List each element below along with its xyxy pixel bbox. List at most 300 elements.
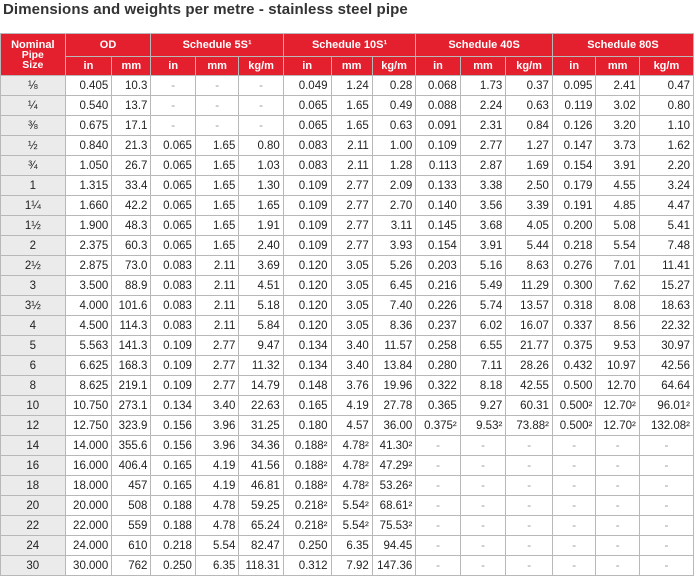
- table-cell: 1.65: [239, 196, 283, 216]
- table-cell: 559: [112, 516, 151, 536]
- table-cell: 73.88²: [506, 416, 553, 436]
- table-cell: 3.56: [460, 196, 506, 216]
- table-cell: 3.76: [331, 376, 372, 396]
- table-cell: -: [552, 536, 595, 556]
- table-cell: 1.65: [195, 216, 238, 236]
- table-cell: -: [416, 476, 460, 496]
- table-cell: -: [151, 96, 195, 116]
- table-cell: 0.84: [506, 116, 553, 136]
- table-cell: -: [639, 536, 693, 556]
- table-cell: 9.47: [239, 336, 283, 356]
- table-cell: 2.50: [506, 176, 553, 196]
- table-cell: -: [460, 496, 506, 516]
- cell-nominal-size: 22: [1, 516, 66, 536]
- table-cell: 42.55: [506, 376, 553, 396]
- table-cell: 3.68: [460, 216, 506, 236]
- table-cell: -: [596, 436, 639, 456]
- table-cell: 0.337: [552, 316, 595, 336]
- table-cell: 1.65: [195, 156, 238, 176]
- table-cell: 5.18: [239, 296, 283, 316]
- table-cell: 0.63: [372, 116, 415, 136]
- table-cell: 1.62: [639, 136, 693, 156]
- table-cell: 0.165: [151, 456, 195, 476]
- table-cell: -: [506, 456, 553, 476]
- table-cell: -: [239, 76, 283, 96]
- table-cell: 0.47: [639, 76, 693, 96]
- table-cell: 4.51: [239, 276, 283, 296]
- table-cell: -: [552, 436, 595, 456]
- table-cell: 1.050: [65, 156, 112, 176]
- table-cell: 0.258: [416, 336, 460, 356]
- table-cell: 0.109: [151, 336, 195, 356]
- table-cell: 33.4: [112, 176, 151, 196]
- table-cell: 0.065: [283, 96, 331, 116]
- table-cell: -: [195, 96, 238, 116]
- table-cell: 12.750: [65, 416, 112, 436]
- table-cell: 0.49: [372, 96, 415, 116]
- table-cell: -: [639, 516, 693, 536]
- cell-nominal-size: ¼: [1, 96, 66, 116]
- table-cell: 8.625: [65, 376, 112, 396]
- table-cell: 4.57: [331, 416, 372, 436]
- table-cell: 0.065: [151, 196, 195, 216]
- table-row: [1, 96, 694, 116]
- table-cell: 0.120: [283, 316, 331, 336]
- table-cell: 14.000: [65, 436, 112, 456]
- table-cell: 36.00: [372, 416, 415, 436]
- table-cell: 16.07: [506, 316, 553, 336]
- table-cell: 0.083: [151, 256, 195, 276]
- table-cell: 0.119: [552, 96, 595, 116]
- table-cell: 0.109: [416, 136, 460, 156]
- table-cell: 88.9: [112, 276, 151, 296]
- table-cell: 0.133: [416, 176, 460, 196]
- table-row: [1, 356, 694, 376]
- table-cell: 22.000: [65, 516, 112, 536]
- table-cell: 0.147: [552, 136, 595, 156]
- cell-nominal-size: 18: [1, 476, 66, 496]
- table-cell: -: [151, 116, 195, 136]
- table-cell: -: [596, 496, 639, 516]
- header-group-schedule-5s: Schedule 5S¹: [151, 34, 283, 57]
- table-cell: 1.00: [372, 136, 415, 156]
- cell-nominal-size: ¾: [1, 156, 66, 176]
- table-cell: 4.78²: [331, 456, 372, 476]
- table-cell: -: [506, 536, 553, 556]
- table-cell: 0.109: [283, 176, 331, 196]
- table-cell: 0.095: [552, 76, 595, 96]
- table-cell: 3.40: [331, 336, 372, 356]
- table-cell: 0.049: [283, 76, 331, 96]
- table-cell: -: [639, 496, 693, 516]
- table-cell: 2.11: [195, 256, 238, 276]
- table-cell: 168.3: [112, 356, 151, 376]
- cell-nominal-size: ½: [1, 136, 66, 156]
- table-cell: 2.40: [239, 236, 283, 256]
- table-cell: 3.96: [195, 436, 238, 456]
- table-cell: -: [552, 496, 595, 516]
- table-cell: 2.31: [460, 116, 506, 136]
- header-group-schedule-40s: Schedule 40S: [416, 34, 553, 57]
- table-cell: 0.065: [151, 216, 195, 236]
- table-cell: 0.250: [283, 536, 331, 556]
- table-cell: 0.216: [416, 276, 460, 296]
- table-cell: 1.900: [65, 216, 112, 236]
- table-cell: 3.02: [596, 96, 639, 116]
- table-cell: -: [416, 496, 460, 516]
- table-cell: 2.77: [195, 336, 238, 356]
- table-cell: 8.36: [372, 316, 415, 336]
- table-cell: 3.39: [506, 196, 553, 216]
- header-group-od: OD: [65, 34, 151, 57]
- table-cell: 0.065: [151, 236, 195, 256]
- table-cell: 6.35: [331, 536, 372, 556]
- table-cell: 0.280: [416, 356, 460, 376]
- table-row: [1, 236, 694, 256]
- table-cell: 0.276: [552, 256, 595, 276]
- table-cell: 0.312: [283, 556, 331, 576]
- cell-nominal-size: 3: [1, 276, 66, 296]
- table-cell: 4.500: [65, 316, 112, 336]
- table-cell: 0.091: [416, 116, 460, 136]
- table-cell: 0.203: [416, 256, 460, 276]
- table-cell: 3.20: [596, 116, 639, 136]
- table-cell: 4.05: [506, 216, 553, 236]
- cell-nominal-size: 24: [1, 536, 66, 556]
- header-nps-line: Nominal: [11, 38, 55, 51]
- cell-nominal-size: 6: [1, 356, 66, 376]
- cell-nominal-size: 2½: [1, 256, 66, 276]
- table-cell: 6.45: [372, 276, 415, 296]
- table-cell: 2.375: [65, 236, 112, 256]
- table-cell: 2.11: [331, 136, 372, 156]
- table-cell: 0.113: [416, 156, 460, 176]
- table-cell: 0.218: [552, 236, 595, 256]
- table-cell: 4.55: [596, 176, 639, 196]
- table-cell: -: [151, 76, 195, 96]
- table-cell: 9.53²: [460, 416, 506, 436]
- table-cell: 11.32: [239, 356, 283, 376]
- table-cell: 3.40: [195, 396, 238, 416]
- cell-nominal-size: 2: [1, 236, 66, 256]
- table-cell: -: [506, 516, 553, 536]
- table-cell: 2.87: [460, 156, 506, 176]
- table-cell: -: [416, 536, 460, 556]
- table-cell: 0.218²: [283, 516, 331, 536]
- table-cell: 53.26²: [372, 476, 415, 496]
- table-cell: 0.120: [283, 256, 331, 276]
- header-unit: in: [416, 57, 460, 76]
- header-group-schedule-10s: Schedule 10S¹: [283, 34, 415, 57]
- table-cell: -: [552, 476, 595, 496]
- table-row: [1, 216, 694, 236]
- table-cell: -: [460, 436, 506, 456]
- cell-nominal-size: 30: [1, 556, 66, 576]
- table-cell: 0.500: [552, 376, 595, 396]
- table-cell: 3.05: [331, 276, 372, 296]
- table-cell: 2.77: [331, 216, 372, 236]
- table-cell: 21.77: [506, 336, 553, 356]
- table-cell: 3.05: [331, 316, 372, 336]
- table-cell: 11.41: [639, 256, 693, 276]
- table-cell: 0.109: [283, 196, 331, 216]
- header-unit: in: [283, 57, 331, 76]
- table-cell: 0.120: [283, 296, 331, 316]
- table-cell: 1.24: [331, 76, 372, 96]
- table-cell: 610: [112, 536, 151, 556]
- table-cell: 4.19: [195, 476, 238, 496]
- table-cell: 4.47: [639, 196, 693, 216]
- table-cell: 15.27: [639, 276, 693, 296]
- table-cell: 7.62: [596, 276, 639, 296]
- header-unit: mm: [596, 57, 639, 76]
- table-cell: 9.27: [460, 396, 506, 416]
- table-cell: 355.6: [112, 436, 151, 456]
- table-cell: 0.134: [151, 396, 195, 416]
- table-cell: 64.64: [639, 376, 693, 396]
- table-cell: 0.165: [151, 476, 195, 496]
- table-cell: 0.065: [283, 116, 331, 136]
- table-cell: -: [639, 436, 693, 456]
- header-unit: kg/m: [372, 57, 415, 76]
- table-cell: 141.3: [112, 336, 151, 356]
- table-cell: -: [639, 456, 693, 476]
- table-cell: 73.0: [112, 256, 151, 276]
- table-cell: 1.28: [372, 156, 415, 176]
- table-cell: 0.126: [552, 116, 595, 136]
- table-cell: 2.77: [195, 356, 238, 376]
- table-cell: 2.875: [65, 256, 112, 276]
- table-row: [1, 116, 694, 136]
- table-cell: 4.85: [596, 196, 639, 216]
- table-cell: 0.134: [283, 336, 331, 356]
- table-cell: 13.57: [506, 296, 553, 316]
- table-cell: 5.49: [460, 276, 506, 296]
- table-cell: 75.53²: [372, 516, 415, 536]
- table-cell: -: [639, 476, 693, 496]
- table-cell: 5.16: [460, 256, 506, 276]
- table-cell: 7.11: [460, 356, 506, 376]
- table-cell: 31.25: [239, 416, 283, 436]
- table-row: [1, 156, 694, 176]
- cell-nominal-size: 1½: [1, 216, 66, 236]
- table-cell: -: [460, 476, 506, 496]
- table-cell: 42.2: [112, 196, 151, 216]
- table-cell: 0.179: [552, 176, 595, 196]
- table-cell: 0.37: [506, 76, 553, 96]
- table-cell: 4.78²: [331, 476, 372, 496]
- table-row: [1, 336, 694, 356]
- table-cell: -: [596, 516, 639, 536]
- table-cell: 0.500²: [552, 416, 595, 436]
- table-cell: -: [460, 536, 506, 556]
- table-cell: 0.218²: [283, 496, 331, 516]
- table-cell: 60.3: [112, 236, 151, 256]
- table-cell: 1.660: [65, 196, 112, 216]
- table-cell: 3.11: [372, 216, 415, 236]
- table-cell: 0.109: [283, 216, 331, 236]
- table-cell: 457: [112, 476, 151, 496]
- table-cell: 7.40: [372, 296, 415, 316]
- table-cell: 4.78²: [331, 436, 372, 456]
- table-cell: 3.05: [331, 256, 372, 276]
- table-cell: 0.109: [151, 356, 195, 376]
- cell-nominal-size: 16: [1, 456, 66, 476]
- table-cell: 3.38: [460, 176, 506, 196]
- table-cell: -: [416, 456, 460, 476]
- table-cell: 82.47: [239, 536, 283, 556]
- table-cell: -: [506, 496, 553, 516]
- table-cell: 20.000: [65, 496, 112, 516]
- table-cell: 1.73: [460, 76, 506, 96]
- table-cell: 2.77: [195, 376, 238, 396]
- table-cell: -: [460, 456, 506, 476]
- table-cell: 0.165: [283, 396, 331, 416]
- table-cell: 0.675: [65, 116, 112, 136]
- table-cell: 3.91: [596, 156, 639, 176]
- table-cell: 3.500: [65, 276, 112, 296]
- table-cell: 7.92: [331, 556, 372, 576]
- table-row: [1, 536, 694, 556]
- table-cell: 0.148: [283, 376, 331, 396]
- table-cell: 0.250: [151, 556, 195, 576]
- table-cell: 1.65: [195, 196, 238, 216]
- table-cell: 27.78: [372, 396, 415, 416]
- table-cell: 0.191: [552, 196, 595, 216]
- table-cell: 2.09: [372, 176, 415, 196]
- table-cell: 0.109: [151, 376, 195, 396]
- table-cell: 2.77: [331, 196, 372, 216]
- table-cell: 6.55: [460, 336, 506, 356]
- table-row: [1, 416, 694, 436]
- table-cell: -: [596, 476, 639, 496]
- table-cell: 6.625: [65, 356, 112, 376]
- table-cell: 0.375²: [416, 416, 460, 436]
- table-cell: 0.134: [283, 356, 331, 376]
- header-unit: kg/m: [506, 57, 553, 76]
- cell-nominal-size: 10: [1, 396, 66, 416]
- header-unit: in: [65, 57, 112, 76]
- table-row: [1, 316, 694, 336]
- table-cell: 42.56: [639, 356, 693, 376]
- table-cell: 0.375: [552, 336, 595, 356]
- table-row: [1, 276, 694, 296]
- table-cell: -: [639, 556, 693, 576]
- table-cell: 24.000: [65, 536, 112, 556]
- header-unit: in: [151, 57, 195, 76]
- table-cell: 13.7: [112, 96, 151, 116]
- table-cell: 3.40: [331, 356, 372, 376]
- table-cell: 2.11: [331, 156, 372, 176]
- table-cell: 5.563: [65, 336, 112, 356]
- table-cell: 9.53: [596, 336, 639, 356]
- table-cell: 3.73: [596, 136, 639, 156]
- table-cell: 0.200: [552, 216, 595, 236]
- table-cell: 0.365: [416, 396, 460, 416]
- table-cell: 0.540: [65, 96, 112, 116]
- table-cell: 0.500²: [552, 396, 595, 416]
- table-cell: 0.218: [151, 536, 195, 556]
- table-cell: 406.4: [112, 456, 151, 476]
- table-cell: 22.32: [639, 316, 693, 336]
- table-cell: 10.3: [112, 76, 151, 96]
- table-cell: 5.44: [506, 236, 553, 256]
- table-cell: 0.318: [552, 296, 595, 316]
- table-cell: 0.154: [416, 236, 460, 256]
- table-cell: 5.74: [460, 296, 506, 316]
- table-cell: 219.1: [112, 376, 151, 396]
- table-cell: 13.84: [372, 356, 415, 376]
- table-cell: -: [239, 96, 283, 116]
- table-cell: 21.3: [112, 136, 151, 156]
- table-cell: 12.70: [596, 376, 639, 396]
- table-cell: 7.48: [639, 236, 693, 256]
- table-cell: 7.01: [596, 256, 639, 276]
- table-cell: 0.28: [372, 76, 415, 96]
- table-cell: 11.29: [506, 276, 553, 296]
- table-cell: 0.065: [151, 136, 195, 156]
- table-cell: 30.000: [65, 556, 112, 576]
- table-cell: 2.11: [195, 276, 238, 296]
- table-cell: 48.3: [112, 216, 151, 236]
- table-cell: 0.300: [552, 276, 595, 296]
- header-group-schedule-80s: Schedule 80S: [552, 34, 693, 57]
- table-cell: 323.9: [112, 416, 151, 436]
- table-row: [1, 376, 694, 396]
- table-cell: 2.70: [372, 196, 415, 216]
- cell-nominal-size: 5: [1, 336, 66, 356]
- page-title: Dimensions and weights per metre - stainless steel pipe: [3, 1, 408, 18]
- table-cell: 0.156: [151, 416, 195, 436]
- table-cell: 12.70²: [596, 416, 639, 436]
- table-cell: -: [596, 556, 639, 576]
- table-cell: 10.97: [596, 356, 639, 376]
- table-cell: 1.65: [331, 96, 372, 116]
- table-cell: 19.96: [372, 376, 415, 396]
- table-cell: -: [416, 556, 460, 576]
- table-cell: -: [195, 76, 238, 96]
- header-unit: mm: [460, 57, 506, 76]
- table-cell: 0.083: [283, 136, 331, 156]
- cell-nominal-size: 1: [1, 176, 66, 196]
- table-cell: 0.80: [639, 96, 693, 116]
- table-cell: 2.11: [195, 316, 238, 336]
- table-cell: 0.405: [65, 76, 112, 96]
- table-cell: 0.154: [552, 156, 595, 176]
- table-cell: -: [460, 556, 506, 576]
- table-cell: 3.93: [372, 236, 415, 256]
- table-cell: 1.69: [506, 156, 553, 176]
- table-cell: 8.63: [506, 256, 553, 276]
- table-cell: 96.01²: [639, 396, 693, 416]
- table-cell: 0.083: [151, 276, 195, 296]
- table-cell: 0.065: [151, 156, 195, 176]
- table-cell: 2.24: [460, 96, 506, 116]
- table-row: [1, 76, 694, 96]
- cell-nominal-size: ⅜: [1, 116, 66, 136]
- table-cell: 5.54²: [331, 516, 372, 536]
- cell-nominal-size: 14: [1, 436, 66, 456]
- table-cell: 68.61²: [372, 496, 415, 516]
- table-cell: -: [195, 116, 238, 136]
- table-cell: -: [552, 516, 595, 536]
- table-cell: 65.24: [239, 516, 283, 536]
- table-cell: 0.80: [239, 136, 283, 156]
- table-cell: 2.20: [639, 156, 693, 176]
- table-cell: 1.65: [195, 136, 238, 156]
- table-cell: 0.109: [283, 236, 331, 256]
- table-cell: 0.432: [552, 356, 595, 376]
